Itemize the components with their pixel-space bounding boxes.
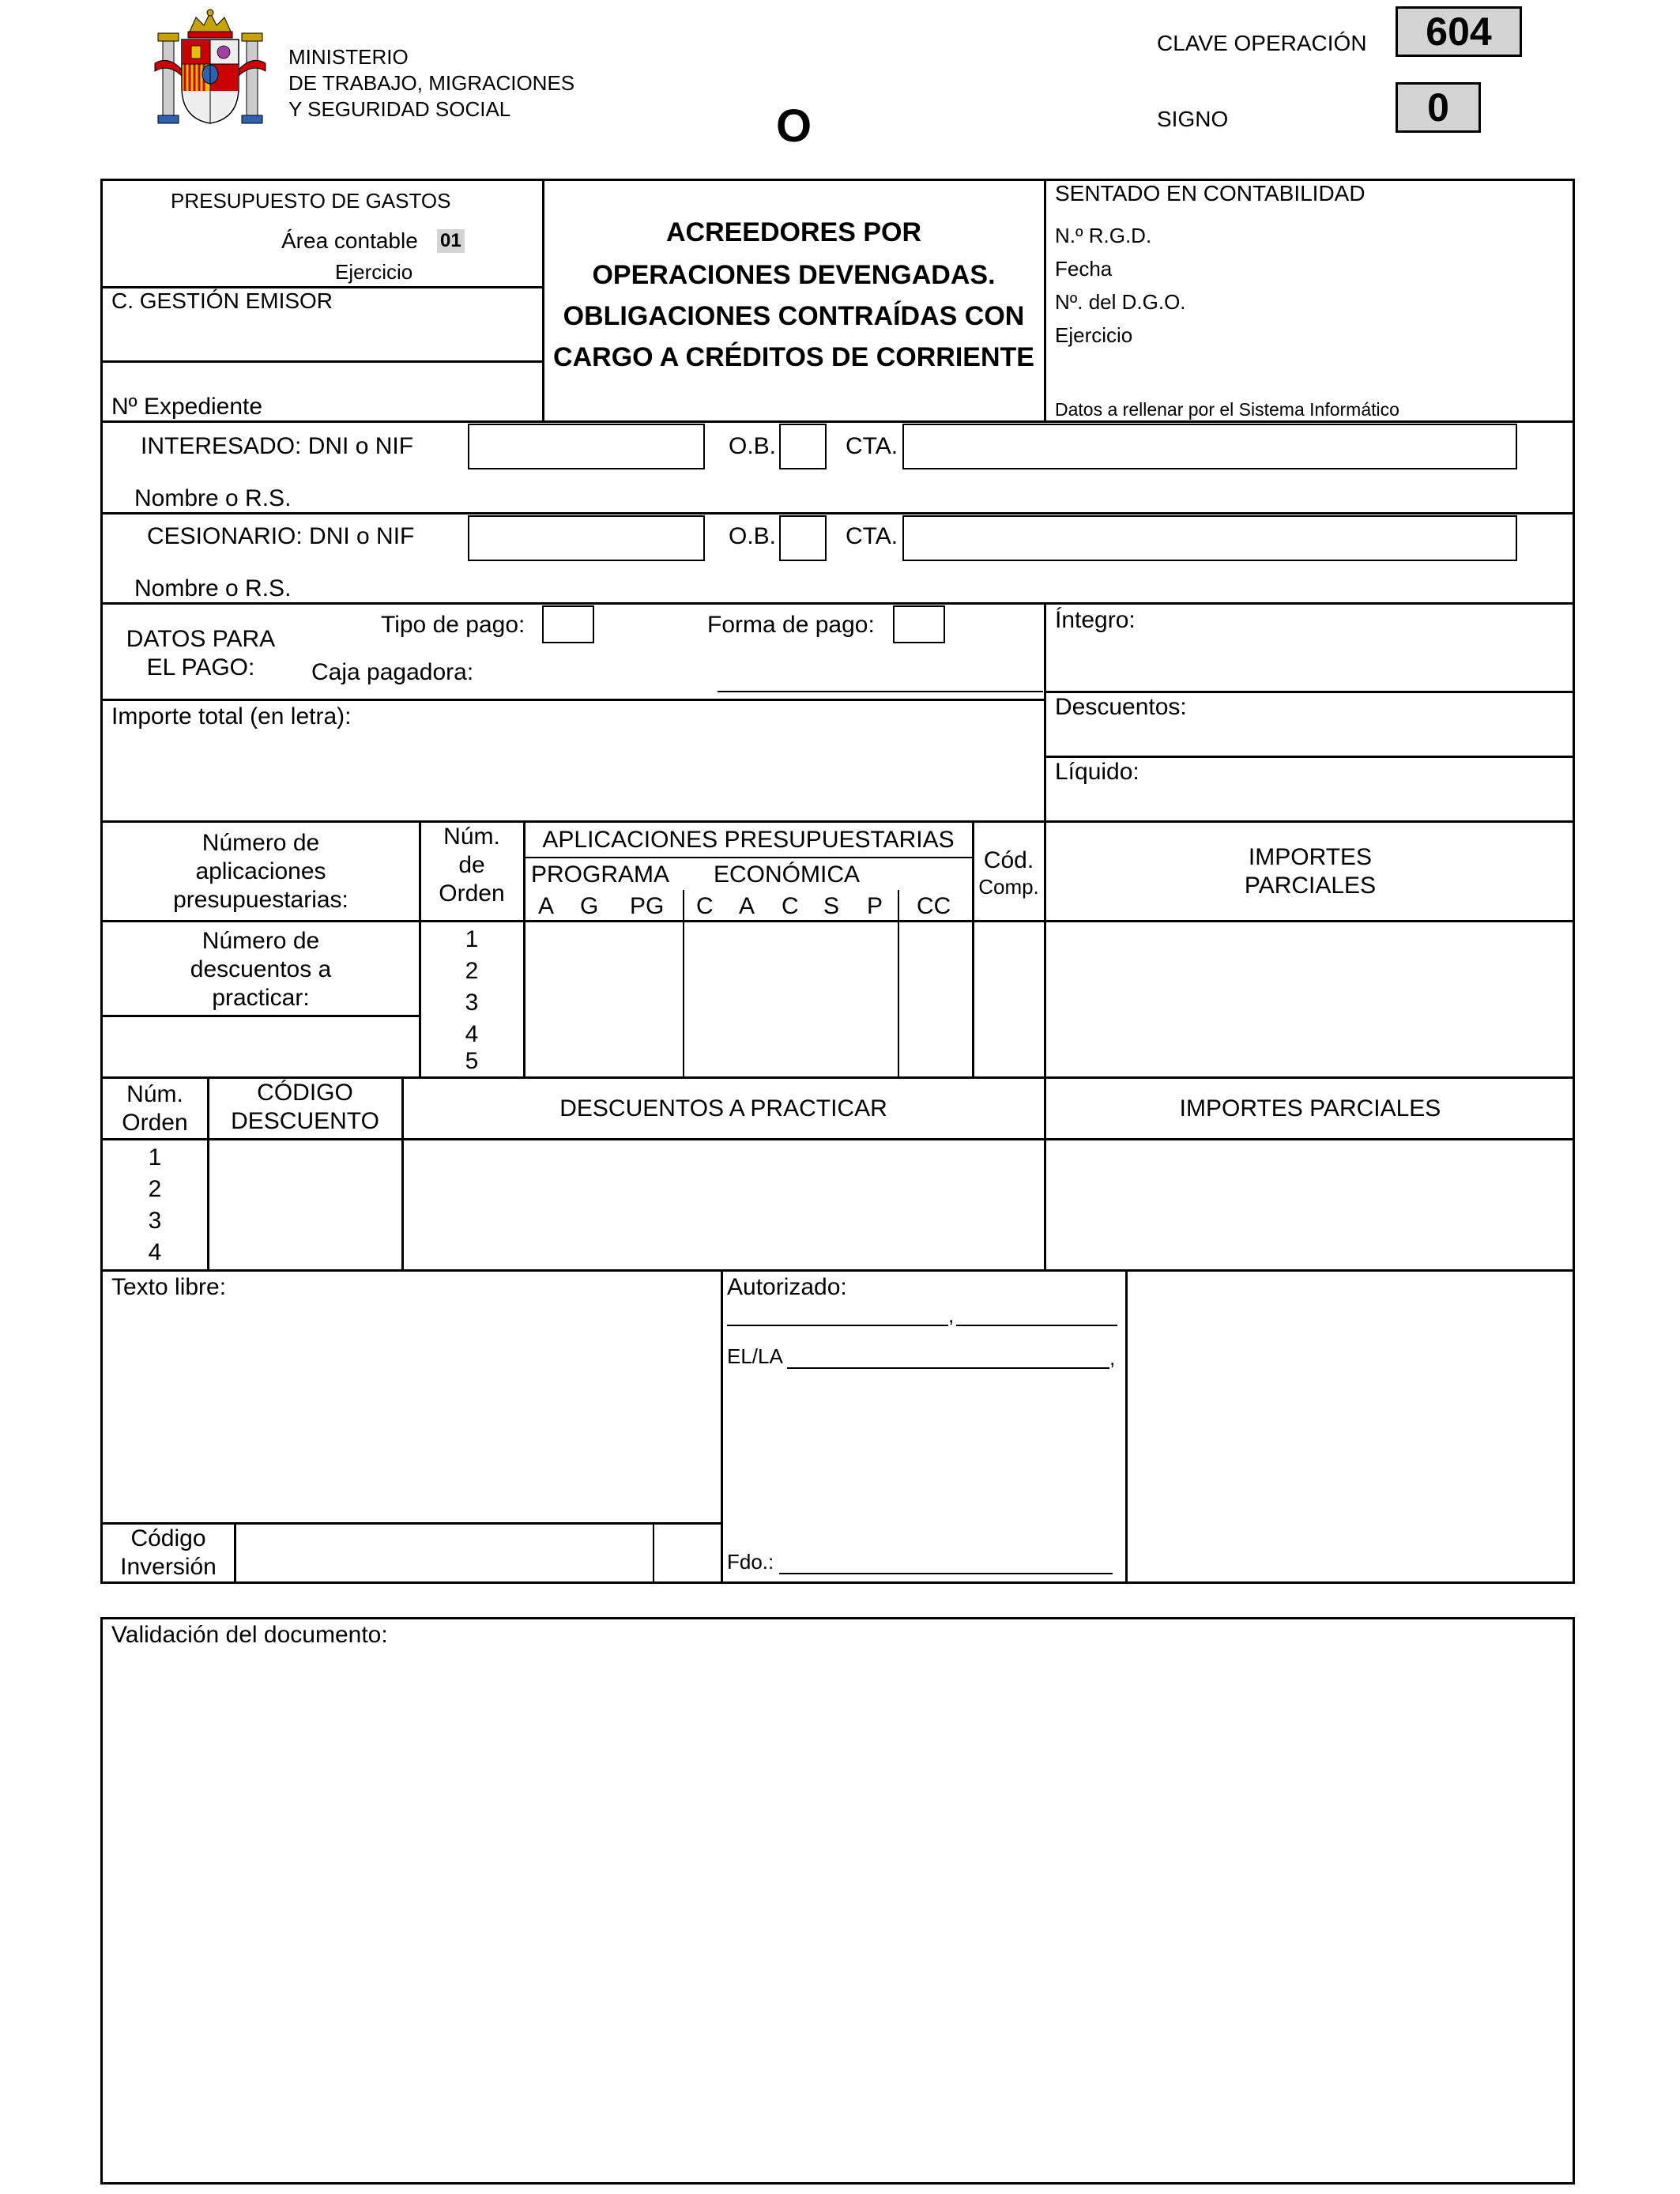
desc-row: 1 xyxy=(148,1144,162,1171)
num-orden-line2: de xyxy=(458,852,485,878)
ejercicio-label: Ejercicio xyxy=(335,260,413,284)
el-la-comma: , xyxy=(1109,1346,1116,1370)
desc-row: 2 xyxy=(148,1176,162,1202)
contabilidad-title: SENTADO EN CONTABILIDAD xyxy=(1055,181,1365,205)
validacion-frame xyxy=(100,1617,1575,2185)
ministry-line2: DE TRABAJO, MIGRACIONES xyxy=(288,71,575,95)
divider xyxy=(100,820,1575,823)
interesado-cta-field[interactable] xyxy=(902,424,1517,469)
sistema-note: Datos a rellenar por el Sistema Informático xyxy=(1055,399,1399,420)
codigo-inversion-line2: Inversión xyxy=(120,1554,217,1580)
signature-line[interactable] xyxy=(779,1573,1113,1574)
divider xyxy=(100,920,1575,922)
divider xyxy=(1044,179,1046,422)
importes-parciales-line2: PARCIALES xyxy=(1244,873,1377,899)
fecha-label: Fecha xyxy=(1055,257,1113,281)
desc-num-line2: Orden xyxy=(122,1110,188,1136)
descuentos-label: Descuentos: xyxy=(1055,694,1187,720)
codigo-inversion-line1: Código xyxy=(130,1525,206,1551)
datos-pago-line1: DATOS PARA xyxy=(126,626,276,652)
cod-comp-line1: Cód. xyxy=(983,847,1034,873)
integro-label: Íntegro: xyxy=(1055,607,1136,633)
doc-title-line1: ACREEDORES POR xyxy=(665,217,922,247)
validacion-label: Validación del documento: xyxy=(111,1622,388,1648)
orden-row: 2 xyxy=(465,958,479,984)
divider xyxy=(683,890,684,1076)
divider xyxy=(1044,756,1575,758)
caja-pagadora-line[interactable] xyxy=(718,691,1043,692)
fdo-label: Fdo.: xyxy=(727,1550,774,1574)
col-c2: C xyxy=(782,893,799,919)
num-orden-line3: Orden xyxy=(439,880,505,907)
divider xyxy=(100,1138,1575,1140)
divider xyxy=(100,1015,420,1017)
divider xyxy=(898,890,899,1076)
cod-comp-line2: Comp. xyxy=(978,875,1039,899)
importes-parciales-line1: IMPORTES xyxy=(1248,844,1373,870)
place-line[interactable] xyxy=(727,1325,948,1326)
divider xyxy=(721,1269,723,1584)
desc-num-line1: Núm. xyxy=(126,1081,183,1107)
doc-title-line4: CARGO A CRÉDITOS DE CORRIENTE xyxy=(553,342,1034,372)
num-descuentos-line3: practicar: xyxy=(212,985,310,1011)
orden-row: 3 xyxy=(465,990,479,1016)
col-c1: C xyxy=(696,893,714,919)
col-s: S xyxy=(823,893,840,919)
liquido-label: Líquido: xyxy=(1055,759,1139,785)
accounting-ejercicio-label: Ejercicio xyxy=(1055,323,1133,347)
divider xyxy=(1125,1269,1128,1584)
el-la-line[interactable] xyxy=(787,1367,1109,1369)
descuentos-importes-title: IMPORTES PARCIALES xyxy=(1179,1095,1441,1122)
num-aplicaciones-line2: aplicaciones xyxy=(195,858,326,884)
divider xyxy=(100,360,544,363)
area-contable-label: Área contable xyxy=(281,228,418,253)
divider xyxy=(523,820,525,1076)
el-la-label: EL/LA xyxy=(727,1344,783,1368)
doc-letter: O xyxy=(776,100,812,152)
num-descuentos-line1: Número de xyxy=(202,928,320,954)
caja-pagadora-label: Caja pagadora: xyxy=(311,659,474,685)
cesionario-nif-field[interactable] xyxy=(468,515,705,561)
divider xyxy=(100,602,1575,605)
interesado-ob-field[interactable] xyxy=(779,424,827,469)
cesionario-cta-field[interactable] xyxy=(902,515,1517,561)
cesionario-label: CESIONARIO: DNI o NIF xyxy=(147,523,415,549)
cesionario-nombre-label: Nombre o R.S. xyxy=(134,575,292,601)
autorizado-comma: , xyxy=(948,1303,955,1327)
col-pg: PG xyxy=(630,893,665,919)
interesado-cta-label: CTA. xyxy=(846,433,898,459)
num-descuentos-line2: descuentos a xyxy=(190,956,332,982)
doc-title-line2: OPERACIONES DEVENGADAS. xyxy=(592,260,996,290)
divider xyxy=(1044,602,1046,822)
num-orden-line1: Núm. xyxy=(443,824,500,850)
clave-operacion-label: CLAVE OPERACIÓN xyxy=(1157,31,1367,55)
col-cc: CC xyxy=(917,893,951,919)
interesado-label: INTERESADO: DNI o NIF xyxy=(141,433,414,459)
cesionario-ob-label: O.B. xyxy=(729,523,777,549)
divider xyxy=(100,1269,1575,1272)
programa-label: PROGRAMA xyxy=(531,861,670,888)
divider xyxy=(523,857,972,858)
interesado-nif-field[interactable] xyxy=(468,424,705,469)
cesionario-cta-label: CTA. xyxy=(846,523,898,549)
interesado-ob-label: O.B. xyxy=(729,433,777,459)
autorizado-label: Autorizado: xyxy=(727,1274,847,1300)
economica-label: ECONÓMICA xyxy=(714,861,861,888)
signo-value: 0 xyxy=(1396,82,1481,133)
texto-libre-label: Texto libre: xyxy=(111,1274,227,1300)
num-aplicaciones-line1: Número de xyxy=(202,830,320,856)
divider xyxy=(653,1522,654,1584)
interesado-nombre-label: Nombre o R.S. xyxy=(134,485,292,511)
codigo-descuento-line2: DESCUENTO xyxy=(231,1108,379,1134)
col-a: A xyxy=(538,893,555,919)
gestion-emisor-label: C. GESTIÓN EMISOR xyxy=(111,288,333,313)
date-line[interactable] xyxy=(956,1325,1117,1326)
descuentos-practicar-title: DESCUENTOS A PRACTICAR xyxy=(559,1095,887,1122)
col-p: P xyxy=(867,893,883,919)
area-contable-value: 01 xyxy=(437,229,465,253)
divider xyxy=(1044,691,1575,693)
desc-row: 4 xyxy=(148,1239,162,1265)
orden-row: 1 xyxy=(465,926,479,952)
divider xyxy=(100,1076,1575,1079)
clave-operacion-value: 604 xyxy=(1396,6,1522,57)
presupuesto-title: PRESUPUESTO DE GASTOS xyxy=(171,189,451,213)
divider xyxy=(100,512,1575,515)
divider xyxy=(100,420,1575,423)
divider xyxy=(234,1522,236,1584)
forma-pago-label: Forma de pago: xyxy=(707,612,875,638)
tipo-pago-field[interactable] xyxy=(542,605,594,643)
datos-pago-line2: EL PAGO: xyxy=(146,654,255,680)
tipo-pago-label: Tipo de pago: xyxy=(381,612,525,638)
spain-coat-of-arms-icon xyxy=(152,8,269,126)
doc-title-line3: OBLIGACIONES CONTRAÍDAS CON xyxy=(563,301,1025,331)
signo-label: SIGNO xyxy=(1157,107,1229,131)
rgd-label: N.º R.G.D. xyxy=(1055,224,1152,247)
ministry-line1: MINISTERIO xyxy=(288,45,409,69)
expediente-label: Nº Expediente xyxy=(111,394,263,420)
aplicaciones-title: APLICACIONES PRESUPUESTARIAS xyxy=(542,827,955,853)
cesionario-ob-field[interactable] xyxy=(779,515,827,561)
col-a2: A xyxy=(739,893,755,919)
codigo-descuento-line1: CÓDIGO xyxy=(257,1080,353,1106)
col-g: G xyxy=(580,893,599,919)
divider xyxy=(542,179,544,422)
importe-letra-label: Importe total (en letra): xyxy=(111,703,352,729)
divider xyxy=(100,699,1045,701)
orden-row: 4 xyxy=(465,1021,479,1047)
desc-row: 3 xyxy=(148,1208,162,1234)
coat-of-arms xyxy=(152,8,269,126)
divider xyxy=(100,1522,722,1525)
orden-row: 5 xyxy=(465,1048,479,1074)
forma-pago-field[interactable] xyxy=(893,605,945,643)
dgo-label: Nº. del D.G.O. xyxy=(1055,290,1186,314)
ministry-line3: Y SEGURIDAD SOCIAL xyxy=(288,97,511,121)
num-aplicaciones-line3: presupuestarias: xyxy=(173,887,348,913)
